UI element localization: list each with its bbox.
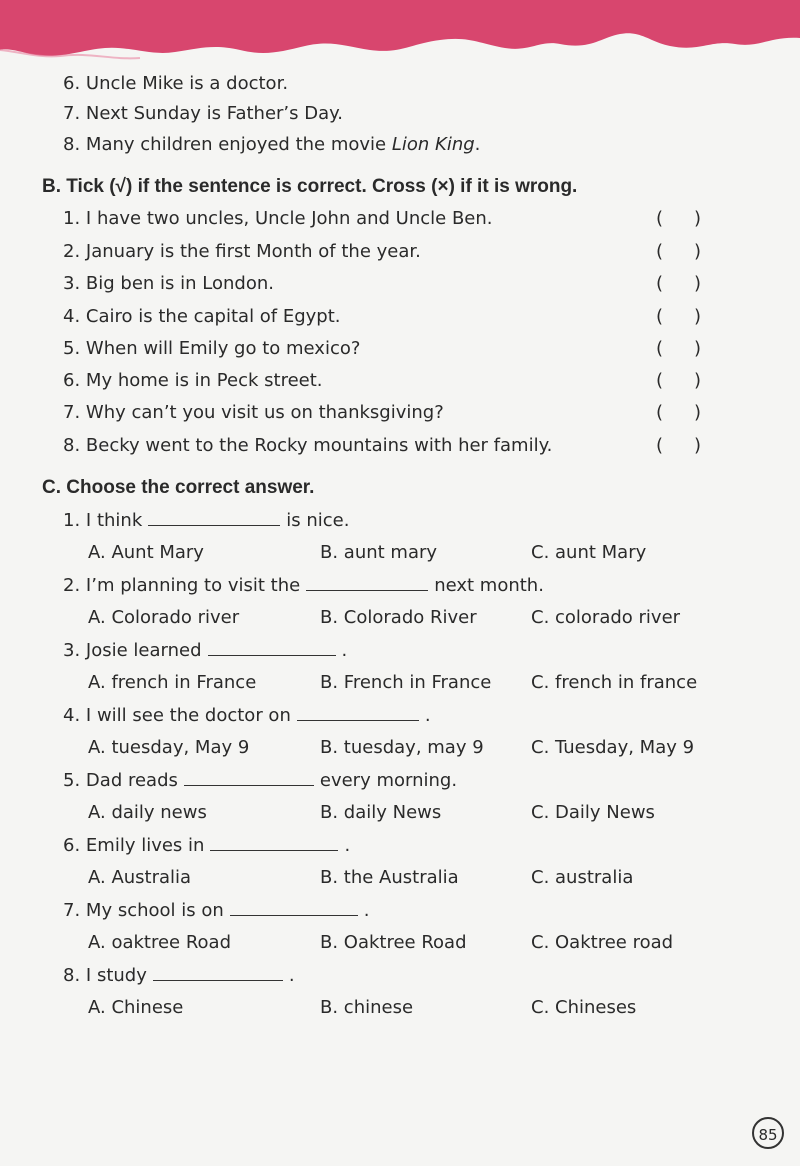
answer-paren-close: ) <box>694 402 702 423</box>
section-a-item-7 <box>63 102 343 126</box>
answer-slot[interactable] <box>666 434 692 458</box>
question-text: Emily lives in <box>85 835 205 856</box>
answer-option-c[interactable]: C. Daily News <box>531 802 655 823</box>
section-c-question <box>63 834 350 858</box>
answer-option-c[interactable]: C. australia <box>531 867 634 888</box>
answer-slot[interactable] <box>666 207 692 231</box>
section-c-heading: C. Choose the correct answer. <box>42 477 315 498</box>
question-text-end: next month. <box>434 575 544 596</box>
answer-option-b[interactable]: B. the Australia <box>320 867 459 888</box>
answer-paren-close: ) <box>694 370 702 391</box>
item-text: Next Sunday is Father’s Day. <box>85 103 343 124</box>
question-text-end: . <box>341 640 348 661</box>
answer-slot[interactable] <box>666 272 692 296</box>
section-c-question <box>63 899 370 923</box>
answer-option-a[interactable]: A. Chinese <box>88 997 184 1018</box>
question-text-end: every morning. <box>319 770 458 791</box>
answer-option-a[interactable]: A. tuesday, May 9 <box>88 737 250 758</box>
answer-blank[interactable] <box>230 899 358 916</box>
item-number: 3. <box>63 273 81 294</box>
question-text: I’m planning to visit the <box>85 575 301 596</box>
answer-option-a[interactable]: A. oaktree Road <box>88 932 232 953</box>
answer-blank[interactable] <box>153 964 283 981</box>
answer-option-b[interactable]: B. Oaktree Road <box>320 932 467 953</box>
item-number: 4. <box>63 705 81 726</box>
item-number: 2. <box>63 241 81 262</box>
section-b-item <box>63 434 552 458</box>
item-number: 8. <box>63 435 81 456</box>
answer-option-b[interactable]: B. French in France <box>320 672 492 693</box>
section-b-item <box>63 207 493 231</box>
movie-title: Lion King <box>391 134 475 155</box>
section-c-question <box>63 639 347 663</box>
item-text-end: . <box>474 134 481 155</box>
answer-option-c[interactable]: C. Tuesday, May 9 <box>531 737 695 758</box>
answer-paren-open: ( <box>656 208 664 229</box>
item-text: I have two uncles, Uncle John and Uncle Ben. <box>85 208 493 229</box>
item-text: Why can’t you visit us on thanksgiving? <box>85 402 444 423</box>
answer-slot[interactable] <box>666 369 692 393</box>
answer-paren-close: ) <box>694 338 702 359</box>
item-number: 1. <box>63 510 81 531</box>
section-b-item <box>63 240 421 264</box>
section-b-item <box>63 369 323 393</box>
section-b-item <box>63 305 341 329</box>
answer-blank[interactable] <box>208 639 336 656</box>
item-text: Uncle Mike is a doctor. <box>85 73 289 94</box>
section-c-question <box>63 509 349 533</box>
item-number: 7. <box>63 900 81 921</box>
answer-option-a[interactable]: A. Aunt Mary <box>88 542 204 563</box>
item-text: Becky went to the Rocky mountains with her family. <box>85 435 553 456</box>
section-c-question <box>63 704 431 728</box>
answer-option-a[interactable]: A. french in France <box>88 672 257 693</box>
section-c-question <box>63 964 295 988</box>
item-text: Cairo is the capital of Egypt. <box>85 306 341 327</box>
item-number: 1. <box>63 208 81 229</box>
item-number: 4. <box>63 306 81 327</box>
item-number: 8. <box>63 134 81 155</box>
answer-paren-open: ( <box>656 338 664 359</box>
answer-option-c[interactable]: C. Oaktree road <box>531 932 674 953</box>
question-text-end: . <box>344 835 351 856</box>
answer-option-c[interactable]: C. colorado river <box>531 607 681 628</box>
answer-option-b[interactable]: B. aunt mary <box>320 542 438 563</box>
answer-option-b[interactable]: B. daily News <box>320 802 442 823</box>
answer-option-b[interactable]: B. Colorado River <box>320 607 477 628</box>
question-text-end: . <box>424 705 431 726</box>
answer-option-a[interactable]: A. Australia <box>88 867 192 888</box>
answer-paren-close: ) <box>694 435 702 456</box>
item-text: When will Emily go to mexico? <box>85 338 361 359</box>
question-text-end: . <box>288 965 295 986</box>
answer-blank[interactable] <box>210 834 338 851</box>
question-text-end: is nice. <box>286 510 350 531</box>
answer-paren-open: ( <box>656 435 664 456</box>
answer-slot[interactable] <box>666 305 692 329</box>
question-text: I will see the doctor on <box>85 705 291 726</box>
answer-paren-close: ) <box>694 273 702 294</box>
section-b-item <box>63 401 444 425</box>
item-text: My home is in Peck street. <box>85 370 323 391</box>
answer-slot[interactable] <box>666 401 692 425</box>
page-number: 85 <box>752 1117 784 1149</box>
answer-option-a[interactable]: A. Colorado river <box>88 607 240 628</box>
section-a-item-6 <box>63 72 288 96</box>
answer-option-b[interactable]: B. tuesday, may 9 <box>320 737 484 758</box>
answer-option-c[interactable]: C. aunt Mary <box>531 542 647 563</box>
answer-blank[interactable] <box>297 704 419 721</box>
item-number: 5. <box>63 338 81 359</box>
answer-paren-close: ) <box>694 306 702 327</box>
answer-paren-close: ) <box>694 241 702 262</box>
answer-paren-open: ( <box>656 402 664 423</box>
item-number: 7. <box>63 402 81 423</box>
item-number: 5. <box>63 770 81 791</box>
item-number: 6. <box>63 835 81 856</box>
question-text: Josie learned <box>85 640 202 661</box>
answer-slot[interactable] <box>666 240 692 264</box>
answer-blank[interactable] <box>306 574 428 591</box>
section-c-question <box>63 574 544 598</box>
answer-paren-close: ) <box>694 208 702 229</box>
answer-option-c[interactable]: C. french in france <box>531 672 698 693</box>
question-text: My school is on <box>85 900 224 921</box>
question-text: Dad reads <box>85 770 178 791</box>
item-text: Many children enjoyed the movie <box>85 134 392 155</box>
answer-paren-open: ( <box>656 241 664 262</box>
answer-option-b[interactable]: B. chinese <box>320 997 414 1018</box>
section-b-item <box>63 272 274 296</box>
item-number: 6. <box>63 73 81 94</box>
header-banner <box>0 0 800 70</box>
item-number: 3. <box>63 640 81 661</box>
question-text: I study <box>85 965 147 986</box>
section-c-question <box>63 769 457 793</box>
answer-slot[interactable] <box>666 337 692 361</box>
section-b-item <box>63 337 360 361</box>
item-number: 8. <box>63 965 81 986</box>
question-text-end: . <box>363 900 370 921</box>
item-number: 7. <box>63 103 81 124</box>
answer-paren-open: ( <box>656 306 664 327</box>
answer-blank[interactable] <box>184 769 314 786</box>
item-text: January is the first Month of the year. <box>85 241 421 262</box>
answer-blank[interactable] <box>148 509 280 526</box>
answer-option-a[interactable]: A. daily news <box>88 802 207 823</box>
section-b-heading: B. Tick (√) if the sentence is correct. Cross (×) if it is wrong. <box>42 176 578 197</box>
item-number: 2. <box>63 575 81 596</box>
item-number: 6. <box>63 370 81 391</box>
item-text: Big ben is in London. <box>85 273 274 294</box>
answer-paren-open: ( <box>656 273 664 294</box>
answer-paren-open: ( <box>656 370 664 391</box>
question-text: I think <box>85 510 143 531</box>
section-a-item-8 <box>63 133 480 157</box>
answer-option-c[interactable]: C. Chineses <box>531 997 637 1018</box>
